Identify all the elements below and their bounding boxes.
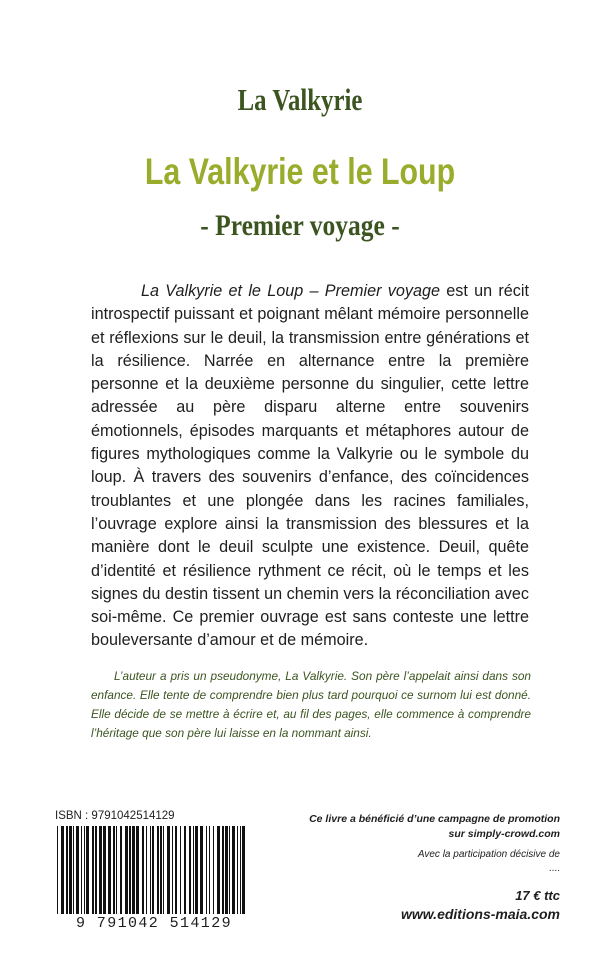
promo-notice	[260, 812, 560, 842]
promo-line-1: Ce livre a bénéficié d’une campagne de promotion	[309, 813, 560, 825]
back-cover-blurb	[91, 280, 529, 653]
book-title: La Valkyrie et le Loup	[144, 151, 456, 192]
promo-line-2: sur simply-crowd.com	[448, 828, 560, 840]
author-name: La Valkyrie	[237, 82, 363, 117]
about-author-text: L’auteur a pris un pseudonyme, La Valkyrie. Son père l’appelait ainsi dans son enfance. Elle tente de comprendre bien plus tard pourquoi ce surnom lui est donné. Elle décide de se mettre à écrire et, au fil des pages, elle commence à comprendre l’héritage que son père lui laisse en la nommant ainsi.	[91, 669, 531, 740]
blurb-text: est un récit introspectif puissant et poignant mêlant mémoire personnelle et réflexions sur le deuil, la transmission entre générations et la résilience. Narrée en alternance entre la première personne et la deuxième personne du singulier, cette lettre adressée au père disparu alterne entre souvenirs émotionnels, épisodes marquants et métaphores autour de figures mythologiques comme la Valkyrie ou le symbole du loup. À travers des souvenirs d’enfance, des coïncidences troublantes et une plongée dans les racines familiales, l’ouvrage explore ainsi la transmission des blessures et la manière dont le deuil sculpte une existence. Deuil, quête d’identité et résilience rythment ce récit, où le temps et les signes du destin tissent un chemin vers la réconciliation avec soi-même. Ce premier ouvrage est sans conteste une lettre bouleversante d’amour et de mémoire.	[91, 282, 529, 650]
participation-note: Avec la participation décisive de	[417, 849, 560, 860]
participation-dots: ....	[548, 863, 560, 874]
about-author	[91, 667, 531, 743]
barcode-digits: 9 791042 514129	[44, 914, 264, 934]
isbn-label: ISBN : 9791042514129	[55, 810, 175, 822]
publisher-website: www.editions-maia.com	[401, 906, 560, 922]
price: 17 € ttc	[515, 888, 560, 903]
book-subtitle: - Premier voyage -	[200, 209, 400, 242]
blurb-italic-lead: La Valkyrie et le Loup – Premier voyage	[141, 282, 440, 300]
